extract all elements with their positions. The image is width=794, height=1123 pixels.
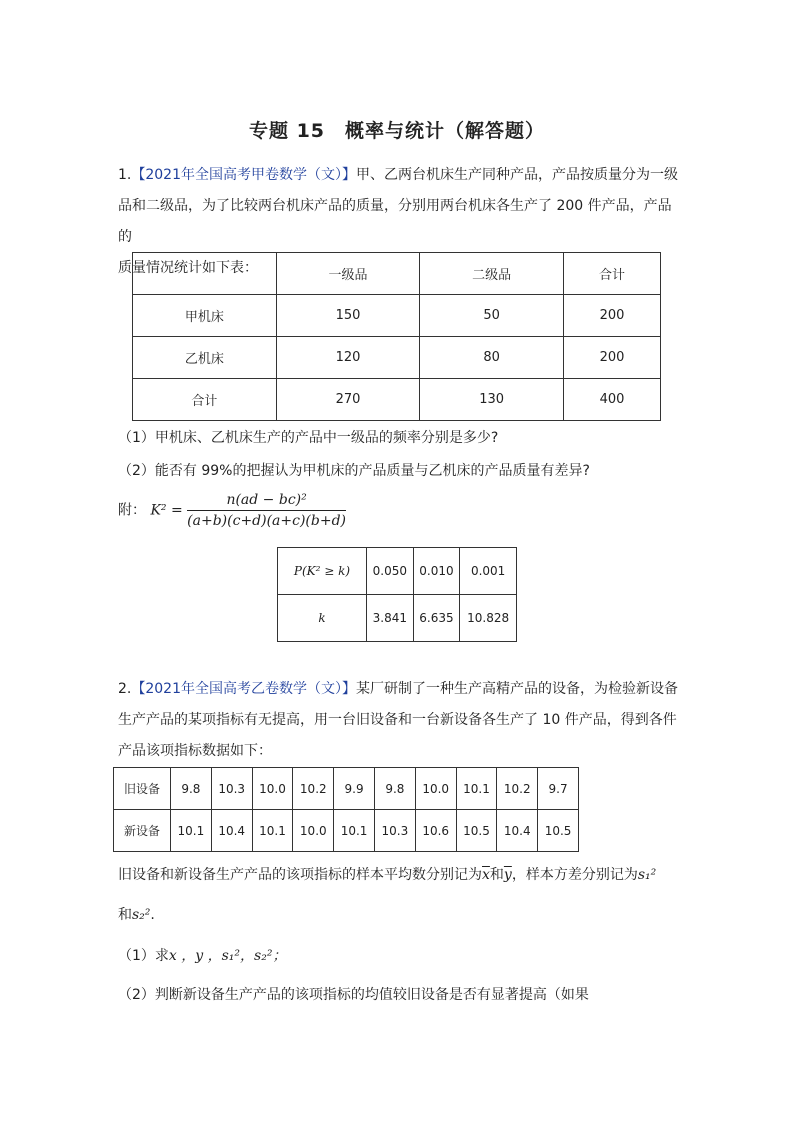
formula-lhs: K² = <box>150 502 183 519</box>
q1-quality-table <box>132 252 661 421</box>
table-row <box>114 768 579 810</box>
table-cell: 50 <box>420 295 564 337</box>
page-title: 专题 15 概率与统计（解答题） <box>248 120 546 142</box>
x-bar: $\overline{x}$ <box>482 867 490 883</box>
table-cell: 80 <box>420 337 564 379</box>
table-cell: 合计 <box>563 253 660 295</box>
s1-squared: s₁² <box>637 867 657 883</box>
table-cell: 10.5 <box>456 810 497 852</box>
q1-source-close: 】 <box>342 167 356 183</box>
table-cell: 9.8 <box>171 768 212 810</box>
q1-subquestion-2: （2）能否有 99%的把握认为甲机床的产品质量与乙机床的产品质量有差异? <box>118 463 590 479</box>
table-cell: 10.0 <box>252 768 293 810</box>
table-row <box>133 295 661 337</box>
q1-text-2: 品和二级品，为了比较两台机床产品的质量，分别用两台机床各生产了 200 件产品，产品的 <box>118 198 672 245</box>
table-cell: 10.4 <box>497 810 538 852</box>
q2-source-close: 】 <box>342 681 356 697</box>
q2-text-5 <box>118 900 678 931</box>
table-cell: 9.9 <box>334 768 375 810</box>
table-cell: 10.3 <box>374 810 415 852</box>
formula-numerator: n(ad − bc)² <box>187 492 346 511</box>
y-bar: $\overline{y}$ <box>503 867 512 883</box>
table-cell: 3.841 <box>367 595 414 642</box>
table-row <box>133 379 661 421</box>
table-row <box>114 810 579 852</box>
q2-sub1-prefix: （1）求 <box>118 948 169 964</box>
q2-intro <box>118 674 678 767</box>
q2-text-5a: 和 <box>118 907 132 923</box>
q2-source-open: 【 <box>131 681 146 697</box>
table-cell: 10.1 <box>456 768 497 810</box>
chi-square-formula <box>118 492 346 529</box>
q2-text-3: 产品该项指标数据如下： <box>118 743 272 759</box>
table-cell: 9.7 <box>538 768 579 810</box>
formula-prefix: 附： <box>118 502 146 519</box>
table-cell: 9.8 <box>374 768 415 810</box>
q2-text-5-end: . <box>150 907 155 923</box>
q2-text-2: 生产产品的某项指标有无提高，用一台旧设备和一台新设备各生产了 10 件产品，得到各件 <box>118 712 677 728</box>
table-cell: 120 <box>276 337 420 379</box>
table-cell <box>133 253 277 295</box>
table-cell: 10.0 <box>415 768 456 810</box>
table-cell: 甲机床 <box>133 295 277 337</box>
q1-text-1: 甲、乙两台机床生产同种产品，产品按质量分为一级 <box>356 167 678 183</box>
q1-source-open: 【 <box>131 167 146 183</box>
table-cell: 400 <box>563 379 660 421</box>
q1-subquestion-1: （1）甲机床、乙机床生产的产品中一级品的频率分别是多少? <box>118 430 499 446</box>
q2-sub1-vars: x ，y ，s₁²，s₂²； <box>168 948 287 964</box>
table-header-row <box>133 253 661 295</box>
table-cell: 合计 <box>133 379 277 421</box>
table-cell: 10.1 <box>334 810 375 852</box>
and-word: 和 <box>489 867 504 883</box>
critical-value-table <box>277 547 517 642</box>
q1-source-year: 2021 <box>145 167 181 183</box>
table-cell: 二级品 <box>420 253 564 295</box>
table-cell: 200 <box>563 337 660 379</box>
table-cell: 6.635 <box>413 595 460 642</box>
table-cell: 一级品 <box>276 253 420 295</box>
table-cell: 0.050 <box>367 548 414 595</box>
q2-subquestion-2: （2）判断新设备生产产品的该项指标的均值较旧设备是否有显著提高（如果 <box>118 987 589 1003</box>
table-cell: 150 <box>276 295 420 337</box>
table-cell: 10.2 <box>497 768 538 810</box>
formula-denominator: (a+b)(c+d)(a+c)(b+d) <box>187 513 347 529</box>
q2-text-4a: 旧设备和新设备生产产品的该项指标的样本平均数分别记为 <box>118 867 482 883</box>
table-cell: 10.1 <box>171 810 212 852</box>
q2-text-4 <box>118 860 698 891</box>
table-cell: 乙机床 <box>133 337 277 379</box>
table-cell: 10.6 <box>415 810 456 852</box>
table-cell: 10.2 <box>293 768 334 810</box>
table-cell: 新设备 <box>114 810 171 852</box>
table-cell: 10.3 <box>211 768 252 810</box>
table-cell: 10.5 <box>538 810 579 852</box>
table-cell: 10.1 <box>252 810 293 852</box>
table-cell: P(K² ≥ k) <box>278 548 367 595</box>
table-cell: 10.828 <box>460 595 517 642</box>
q2-source-year: 2021 <box>145 681 181 697</box>
table-cell: 10.0 <box>293 810 334 852</box>
q1-text-3: 质量情况统计如下表： <box>118 260 258 276</box>
table-cell: 旧设备 <box>114 768 171 810</box>
q2-subquestion-1 <box>118 941 678 972</box>
table-row <box>133 337 661 379</box>
table-cell: k <box>278 595 367 642</box>
table-cell: 270 <box>276 379 420 421</box>
table-row <box>278 548 517 595</box>
table-cell: 200 <box>563 295 660 337</box>
q1-source-rest: 年全国高考甲卷数学（文） <box>181 167 342 183</box>
q2-source-rest: 年全国高考乙卷数学（文） <box>181 681 342 697</box>
table-cell: 130 <box>420 379 564 421</box>
q2-text-4b: ，样本方差分别记为 <box>511 867 638 883</box>
q2-text-1: 某厂研制了一种生产高精产品的设备，为检验新设备 <box>356 681 678 697</box>
formula-fraction <box>187 492 346 529</box>
table-row <box>278 595 517 642</box>
q2-device-table <box>113 767 579 852</box>
s2-squared: s₂² <box>132 907 151 923</box>
q2-number: 2. <box>118 681 132 697</box>
table-cell: 0.001 <box>460 548 517 595</box>
table-cell: 0.010 <box>413 548 460 595</box>
table-cell: 10.4 <box>211 810 252 852</box>
q1-number: 1. <box>118 167 132 183</box>
